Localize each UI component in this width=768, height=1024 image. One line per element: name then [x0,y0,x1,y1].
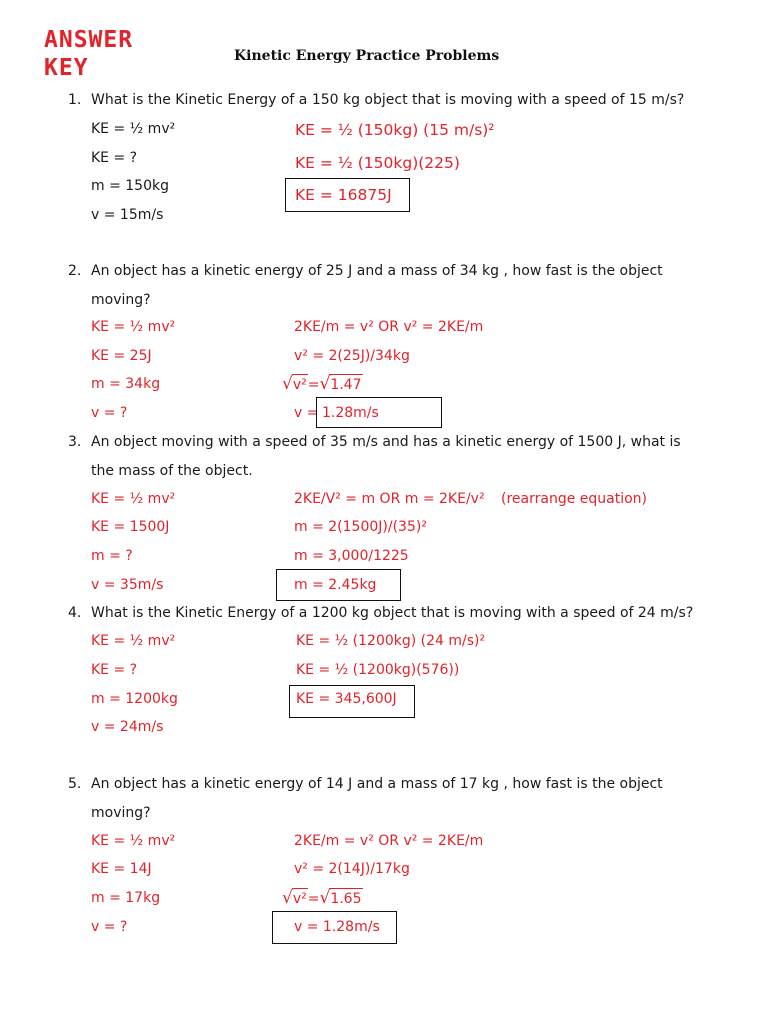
problem-text-continued: moving? [91,805,151,821]
given-velocity: v = 24m/s [91,719,164,735]
given-ke: KE = 14J [91,861,152,877]
work-step-2: v² = 2(14J)/17kg [294,861,410,877]
answer-key-line1: ANSWER [44,27,134,53]
work-step-1: 2KE/m = v² OR v² = 2KE/m [294,833,484,849]
problem-text-continued: moving? [91,292,151,308]
final-answer: 1.28m/s [322,405,379,421]
work-step-3: m = 3,000/1225 [294,548,409,564]
given-ke: KE = 25J [91,348,152,364]
given-velocity: v = ? [91,405,128,421]
given-mass: m = ? [91,548,133,564]
final-answer: KE = 16875J [295,186,392,204]
given-formula: KE = ½ mv² [91,633,176,649]
final-answer: v = 1.28m/s [294,919,380,935]
answer-key-line2: KEY [44,55,89,81]
given-mass: m = 17kg [91,890,161,906]
problem-text-continued: the mass of the object. [91,463,253,479]
work-step-1: 2KE/m = v² OR v² = 2KE/m [294,319,484,335]
problem-text: What is the Kinetic Energy of a 150 kg object that is moving with a speed of 15 m/s? [91,92,685,108]
problem-text: An object has a kinetic energy of 25 J and a mass of 34 kg , how fast is the object [91,263,663,279]
given-velocity: v = 35m/s [91,577,164,593]
given-formula: KE = ½ mv² [91,319,176,335]
problem-text: What is the Kinetic Energy of a 1200 kg object that is moving with a speed of 24 m/s? [91,605,694,621]
work-step-1: KE = ½ (1200kg) (24 m/s)² [296,633,486,649]
sqrt-right: 1.65 [329,888,362,909]
given-formula: KE = ½ mv² [91,491,176,507]
given-formula: KE = ½ mv² [91,833,176,849]
problem-text: An object has a kinetic energy of 14 J and a mass of 17 kg , how fast is the object [91,776,663,792]
problem-number: 3. [68,434,82,450]
final-answer: m = 2.45kg [294,577,377,593]
work-step-2: v² = 2(25J)/34kg [294,348,410,364]
final-answer: KE = 345,600J [296,691,397,707]
problem-text: An object moving with a speed of 35 m/s and has a kinetic energy of 1500 J, what is [91,434,681,450]
answer-prefix: v = [294,405,319,421]
work-note: (rearrange equation) [501,491,648,507]
given-ke: KE = ? [91,150,138,166]
work-step-2: KE = ½ (150kg)(225) [295,154,460,172]
sqrt-step: √v²=√1.47 [282,374,362,394]
sqrt-right: 1.47 [329,374,362,395]
given-mass: m = 34kg [91,376,161,392]
given-formula: KE = ½ mv² [91,121,176,137]
given-mass: m = 150kg [91,178,169,194]
given-mass: m = 1200kg [91,691,178,707]
sqrt-step: √v²=√1.65 [282,888,362,908]
given-velocity: v = 15m/s [91,207,164,223]
work-step-2: KE = ½ (1200kg)(576)) [296,662,460,678]
work-step-2: m = 2(1500J)/(35)² [294,519,427,535]
problem-number: 1. [68,92,82,108]
given-velocity: v = ? [91,919,128,935]
answer-key-stamp [44,26,133,82]
problem-number: 5. [68,776,82,792]
page-title: Kinetic Energy Practice Problems [234,48,500,64]
work-step-1: KE = ½ (150kg) (15 m/s)² [295,121,495,139]
problem-number: 4. [68,605,82,621]
problem-number: 2. [68,263,82,279]
given-ke: KE = 1500J [91,519,170,535]
sqrt-left: v² [292,374,308,395]
sqrt-left: v² [292,888,308,909]
given-ke: KE = ? [91,662,138,678]
work-step-1: 2KE/V² = m OR m = 2KE/v² [294,491,485,507]
